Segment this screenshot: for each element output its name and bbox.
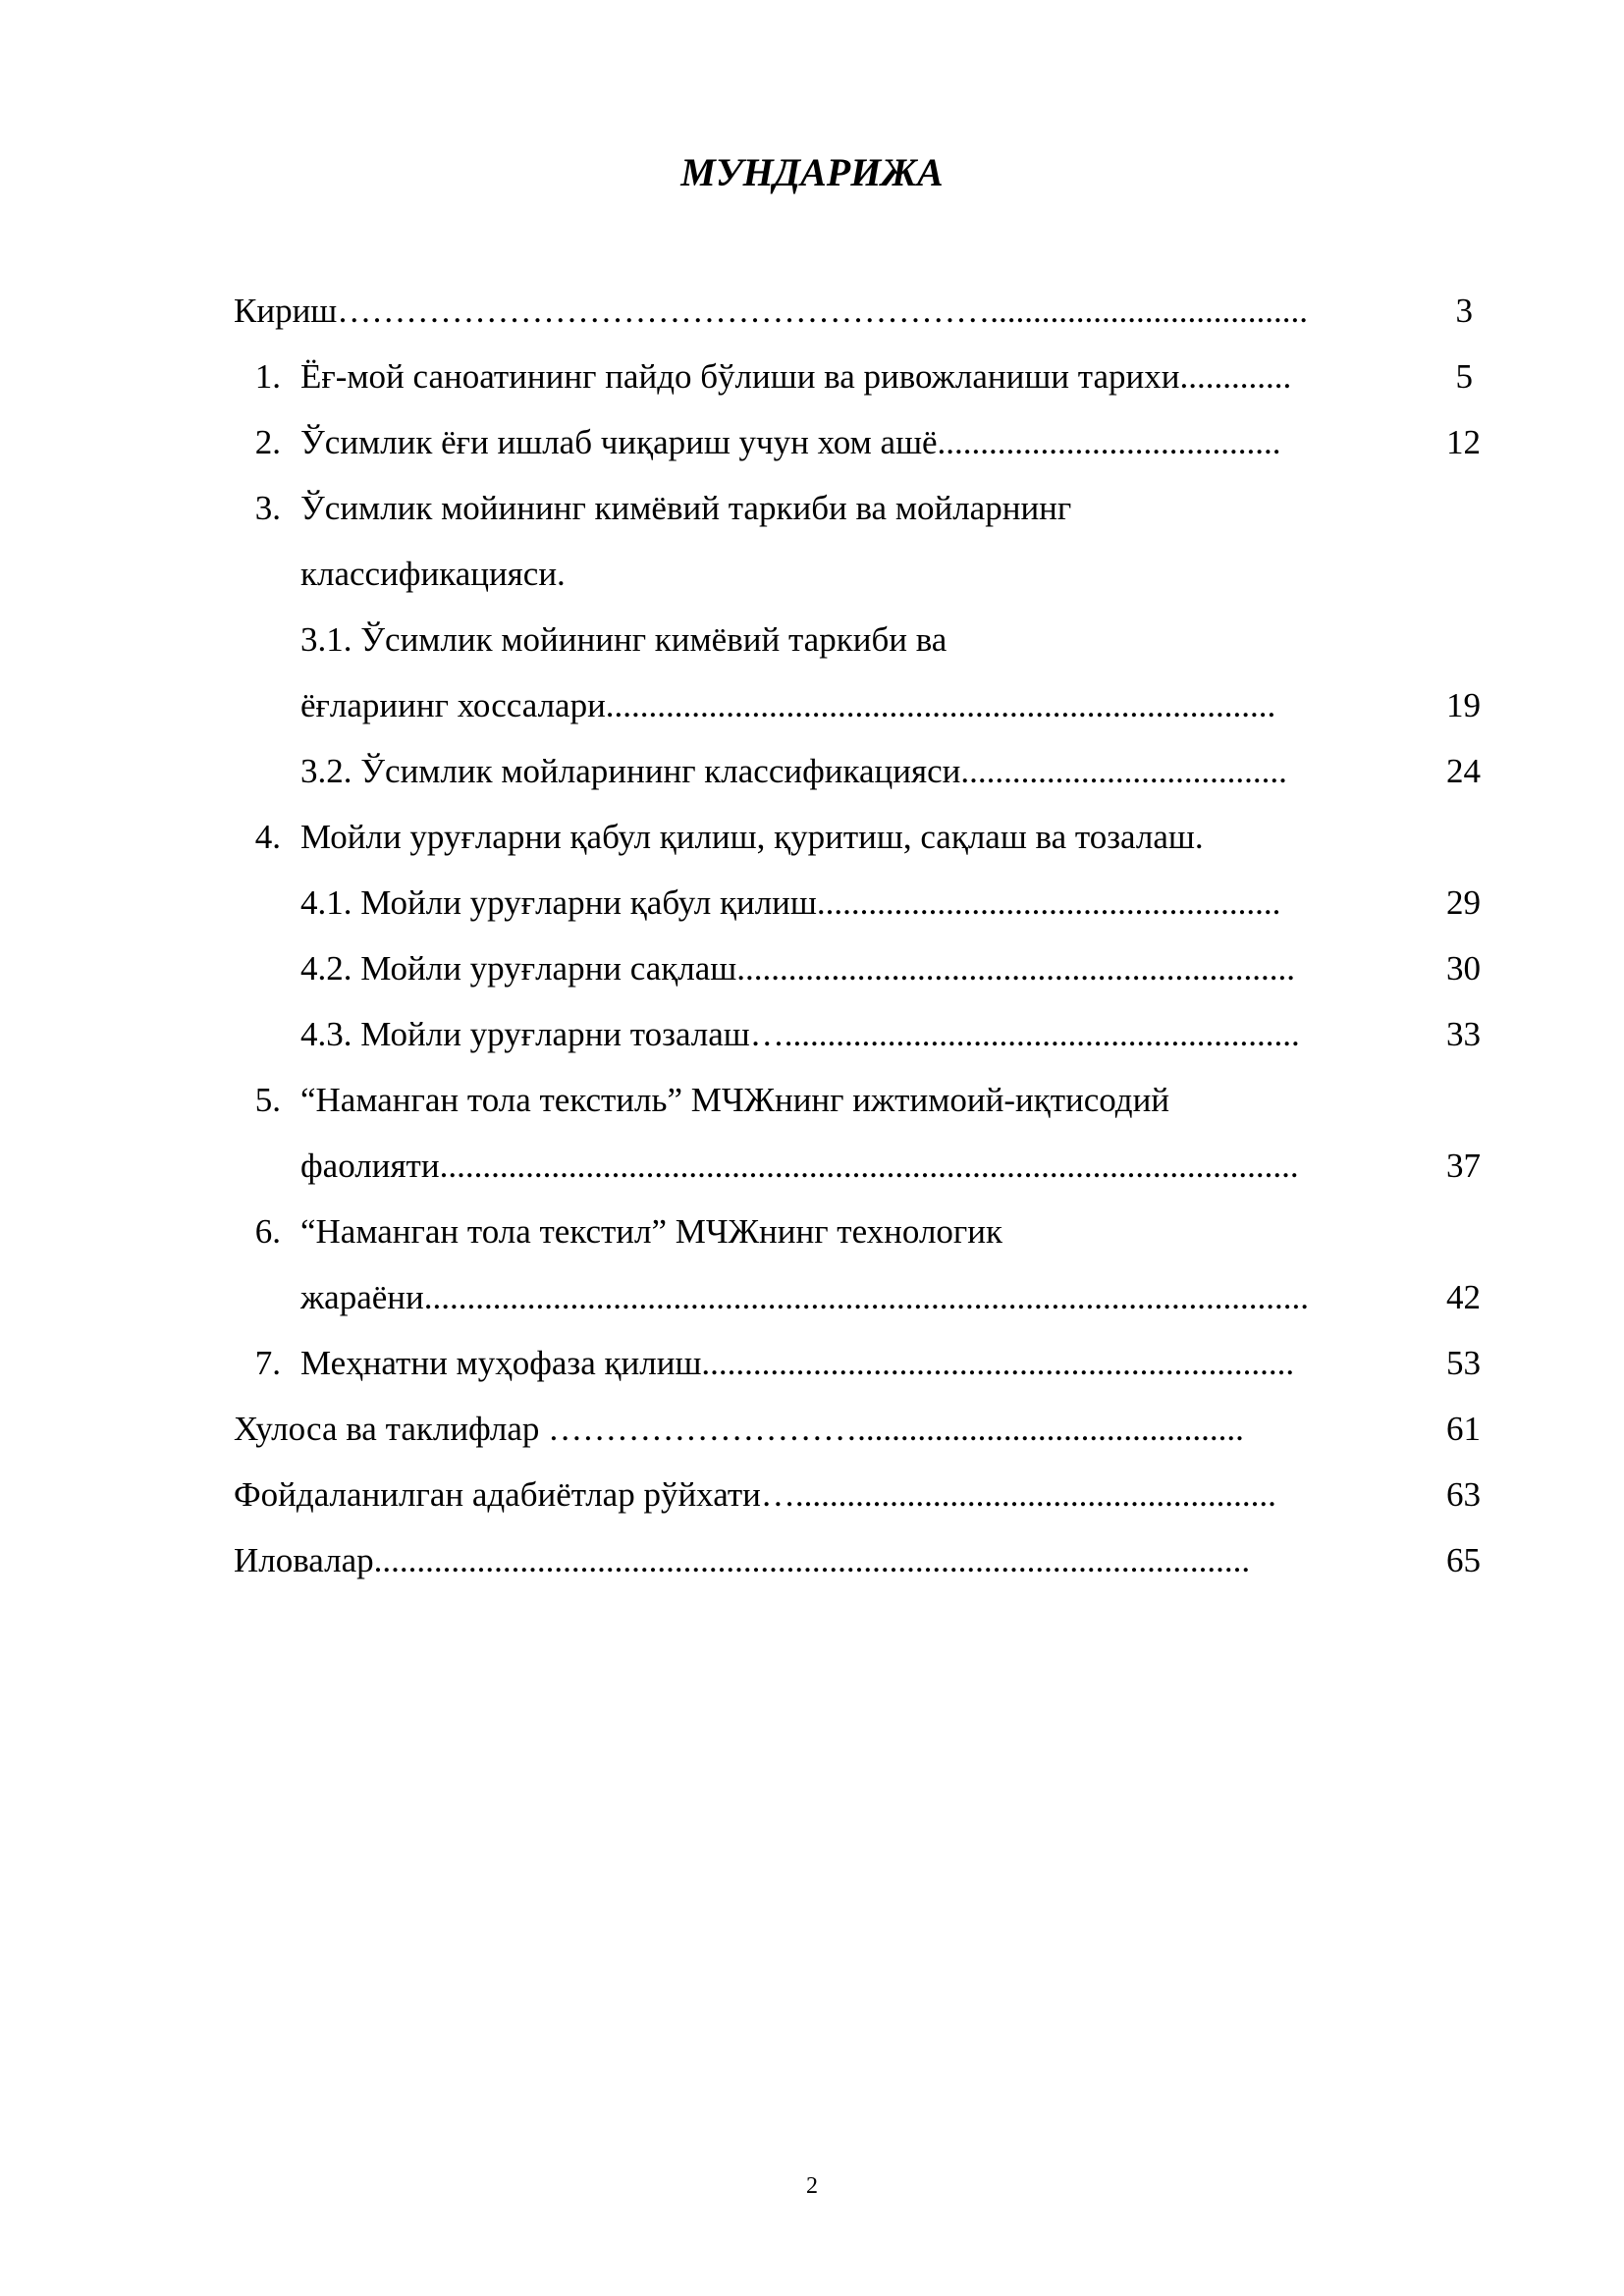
toc-entry-text: Ёғ-мой саноатининг пайдо бўлиши ва ривожланиши тарихи............. (300, 357, 1292, 396)
toc-entry-text: Иловалар...................................................................................................... (234, 1541, 1251, 1579)
toc-entry-5-continued (234, 1144, 1481, 1189)
toc-entry-4 (234, 815, 1481, 860)
toc-entry-4-1 (234, 881, 1481, 926)
toc-entry-page: 30 (1446, 949, 1481, 988)
toc-entry-3-1 (234, 617, 1481, 663)
toc-entry-6-continued (234, 1275, 1481, 1320)
toc-entry-text: ёғлариинг хоссалари.............................................................................. (300, 686, 1276, 724)
toc-entry-text: классификацияси. (300, 555, 566, 593)
toc-entry-text: Фойдаланилган адабиётлар рўйхати…........................................................ (234, 1475, 1276, 1514)
toc-entry-appendices (234, 1538, 1481, 1583)
toc-entry-references (234, 1472, 1481, 1518)
toc-entry-text: 4.2. Мойли уруғларни сақлаш................................................................. (300, 949, 1295, 988)
toc-entry-text: “Наманган тола текстиль” МЧЖнинг ижтимоий-иқтисодий (300, 1081, 1170, 1119)
toc-entry-text: жараёни....................................................................................................... (300, 1278, 1309, 1316)
toc-entry-page: 65 (1446, 1541, 1481, 1579)
toc-entry-text: 3.2. Ўсимлик мойларининг классификацияси...................................... (300, 752, 1287, 790)
toc-entry-2 (234, 420, 1481, 465)
toc-entry-3-2 (234, 749, 1481, 794)
toc-entry-text: Мойли уруғларни қабул қилиш, қуритиш, сақлаш ва тозалаш. (300, 818, 1204, 856)
toc-entry-number: 3. (254, 489, 281, 527)
toc-entry-page: 5 (1455, 357, 1473, 396)
toc-entry-page: 24 (1446, 752, 1481, 790)
toc-entry-number: 1. (254, 357, 281, 396)
toc-entry-6 (234, 1209, 1481, 1255)
toc-entry-1 (234, 354, 1481, 400)
toc-entry-page: 61 (1446, 1410, 1481, 1448)
toc-entry-text: Ўсимлик мойининг кимёвий таркиби ва мойларнинг (300, 489, 1072, 527)
toc-entry-text: Ўсимлик ёғи ишлаб чиқариш учун хом ашё........................................ (300, 423, 1281, 461)
toc-entry-text: 3.1. Ўсимлик мойининг кимёвий таркиби ва (300, 620, 947, 659)
toc-entry-page: 63 (1446, 1475, 1481, 1514)
toc-entry-page: 53 (1446, 1344, 1481, 1382)
toc-entry-text: фаолияти.................................................................................................... (300, 1147, 1299, 1185)
toc-entry-page: 33 (1446, 1015, 1481, 1053)
toc-entry-number: 7. (254, 1344, 281, 1382)
toc-entry-page: 37 (1446, 1147, 1481, 1185)
page-number: 2 (806, 2173, 818, 2199)
toc-entry-text: Кириш…………………………………………………..................................... (234, 292, 1309, 330)
toc-entry-number: 6. (254, 1212, 281, 1251)
page-title: МУНДАРИЖА (680, 150, 944, 194)
toc-entry-text: 4.3. Мойли уруғларни тозалаш…............................................................ (300, 1015, 1300, 1053)
toc-entry-3-continued (234, 552, 1481, 597)
toc-entry-introduction (234, 289, 1481, 334)
toc-entry-conclusion (234, 1407, 1481, 1452)
toc-entry-page: 12 (1446, 423, 1481, 461)
toc-entry-3-1-continued (234, 683, 1481, 728)
toc-entry-text: Меҳнатни муҳофаза қилиш..................................................................... (300, 1344, 1295, 1382)
toc-entry-4-3 (234, 1012, 1481, 1057)
toc-entry-page: 3 (1455, 292, 1473, 330)
toc-entry-number: 2. (254, 423, 281, 461)
toc-entry-number: 5. (254, 1081, 281, 1119)
toc-entry-number: 4. (254, 818, 281, 856)
toc-entry-3 (234, 486, 1481, 531)
toc-entry-text: “Наманган тола текстил” МЧЖнинг технологик (300, 1212, 1003, 1251)
toc-entry-7 (234, 1341, 1481, 1386)
toc-entry-page: 19 (1446, 686, 1481, 724)
toc-entry-page: 29 (1446, 883, 1481, 922)
toc-entry-5 (234, 1078, 1481, 1123)
toc-entry-text: 4.1. Мойли уруғларни қабул қилиш...................................................... (300, 883, 1281, 922)
toc-entry-4-2 (234, 946, 1481, 991)
toc-entry-text: Хулоса ва таклифлар ………………………............................................. (234, 1410, 1244, 1448)
toc-entry-page: 42 (1446, 1278, 1481, 1316)
